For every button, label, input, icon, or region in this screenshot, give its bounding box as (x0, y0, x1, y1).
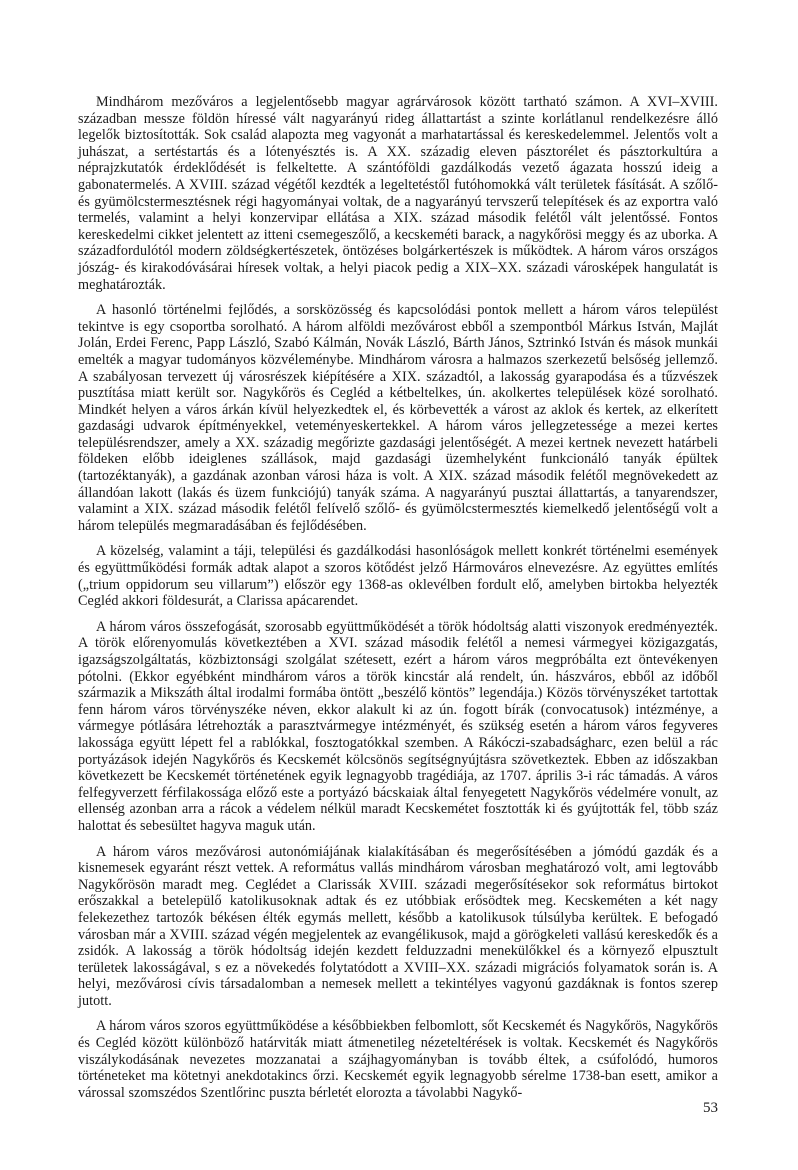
paragraph-6: A három város szoros együttműködése a későbbiekben felbomlott, sőt Kecskemét és Nagykőrös, Nagykőrös és Cegléd között különböző határviták miatt átmenetileg nézeteltérések is voltak. Kecskemét és Nagykőrös viszálykodásának nevezetes mozzanatai a szájhagyományban is tovább éltek, a csúfolódó, humoros történeteket ma kötetnyi anekdotakincs őrzi. Kecskemét egyik legnagyobb sérelme 1738-ban esett, amikor a várossal szomszédos Szentlőrinc puszta bérletét elorozta a távolabbi Nagykő- (78, 1018, 718, 1101)
document-body (78, 94, 718, 1110)
paragraph-3: A közelség, valamint a táji, települési és gazdálkodási hasonlóságok mellett konkrét történelmi események és együttműködési formák adtak alapot a szoros kötődést jelző Hármováros elnevezésre. Az együttes említés („trium oppidorum seu villarum”) először egy 1368-as oklevélben fordult elő, amelyben birtokba helyezték Cegléd akkori földesurát, a Clarissa apácarendet. (78, 543, 718, 610)
paragraph-2: A hasonló történelmi fejlődés, a sorsközösség és kapcsolódási pontok mellett a három város települést tekintve is egy csoportba sorolható. A három alföldi mezővárost ebből a szempontból Márkus István, Majlát Jolán, Erdei Ferenc, Papp László, Szabó Kálmán, Novák László, Bárth János, Sztrinkó István és mások munkái emelték a magyar tudományos közvéleménybe. Mindhárom városra a halmazos szerkezetű belsőség jellemző. A szabályosan tervezett új városrészek kiépítésére a XIX. századtól, a lakosság gyarapodása és a tűzvészek pusztítása miatt került sor. Nagykőrös és Cegléd a kétbeltelkes, ún. akolkertes települések közé sorolható. Mindkét helyen a város árkán kívül helyezkedtek el, és körbevették a várost az aklok és kertek, az elkerített gazdasági udvarok építményekkel, veteményeskertekkel. A három város jellegzetessége a mezei kertes településrendszer, amely a XX. századig megőrizte gazdasági jelentőségét. A mezei kertnek nevezett határbeli földeken előbb ideiglenes szállások, majd gazdasági üzemhelyként funkcionáló tanyák épültek (tartozéktanyák), a gazdának azonban városi háza is volt. A XIX. század második felétől megnövekedett az állandóan lakott (lakás és üzem funkciójú) tanyák száma. A nagyarányú pusztai állattartás, a tanyarendszer, valamint a XIX. század második felétől felívelő szőlő- és gyümölcstermesztés kiemelkedő jelentőségű volt a három település megmaradásában és fejlődésében. (78, 302, 718, 534)
page-number: 53 (703, 1100, 718, 1116)
paragraph-4: A három város összefogását, szorosabb együttműködését a török hódoltság alatti viszonyok eredményezték. A török előrenyomulás következtében a XVI. század második felétől a nemesi vármegyei közigazgatás, igazságszolgáltatás, közbiztonsági szolgálat szétesett, ezért a három város megpróbálta ezt öntevékenyen pótolni. (Ekkor egyébként mindhárom város a török kincstár alá rendelt, ún. hászváros, ebből az időből származik a Mikszáth által irodalmi formába öntött „beszélő köntös” legendája.) Közös törvényszéket tartottak fenn három város törvényszéke néven, ekkor alakult ki az ún. fogott bírák (convocatusok) intézménye, a vármegye pótlására létrehozták a parasztvármegye intézményét, és szükség esetén a három város fegyveres lakossága együtt lépett fel a rablókkal, fosztogatókkal szemben. A Rákóczi-szabadságharc, ezen belül a rác portyázások idején Nagykőrös és Kecskemét kölcsönös segítségnyújtásra szövetkeztek. Ebben az időszakban következett be Kecskemét történetének egyik legnagyobb tragédiája, az 1707. április 3-i rác támadás. A város felfegyverzett férfilakossága előző este a portyázó bácskaiak által fenyegetett Nagykőrös védelmére vonult, az ellenség azonban arra a rácok a védelem nélkül maradt Kecskemétet fosztották ki és gyújtották fel, több száz halottat és sebesültet hagyva maguk után. (78, 618, 718, 834)
paragraph-1: Mindhárom mezőváros a legjelentősebb magyar agrárvárosok között tartható számon. A XVI–XVIII. században messze földön híressé vált nagyarányú rideg állattartást a szinte korlátlanul rendelkezésre álló legelők biztosították. Sok család alapozta meg vagyonát a marhatartással és kereskedelemmel. Jelentős volt a juhászat, a sertéstartás és a lótenyésztés is. A XX. századig eleven pásztorélet és pásztorkultúra a néprajzkutatók érdeklődését is felkeltette. A szántóföldi gazdálkodás vezető ágazata hosszú ideig a gabonatermelés. A XVIII. század végétől kezdték a legeltetéstől futóhomokká vált területek fásítását. A szőlő- és gyümölcstermesztésnek régi hagyományai voltak, de a nagyarányú tervszerű telepítések és az exportra való termelés, valamint a helyi konzervipar ellátása a XIX. század második felétől vált jelentőssé. Fontos kereskedelmi cikket jelentett az itteni csemegeszőlő, a kecskeméti barack, a nagykőrösi meggy és az uborka. A századfordulótól modern zöldségkertészetek, öntözéses bolgárkertészek is működtek. A három város országos jószág- és kirakodóvásárai híresek voltak, a helyi piacok pedig a XIX–XX. századi városképek hangulatát is meghatározták. (78, 94, 718, 293)
paragraph-5: A három város mezővárosi autonómiájának kialakításában és megerősítésében a jómódú gazdák és a kisnemesek egyaránt részt vettek. A református vallás mindhárom városban meghatározó volt, ami legtovább Nagykőrösön maradt meg. Ceglédet a Clarissák XVIII. századi megerősítésekor sok református birtokot erőszakkal a betelepülő katolikusoknak adtak és ez utóbbiak erősödtek meg. Kecskeméten a két nagy felekezethez tartozók békésen élték egymás mellett, később a katolikusok túlsúlyba kerültek. E befogadó városban már a XVIII. század végén megjelentek az evangélikusok, majd a görögkeleti vallású kereskedők és a zsidók. A lakosság a török hódoltság idején kezdett felduzzadni menekülőkkel és a környező elpusztult területek lakosságával, s ez a növekedés folytatódott a XVIII–XX. századi migrációs folyamatok során is. A helyi, mezővárosi cívis társadalomban a nemesek mellett a tekintélyes vagyonú gazdáknak is fontos szerep jutott. (78, 843, 718, 1009)
